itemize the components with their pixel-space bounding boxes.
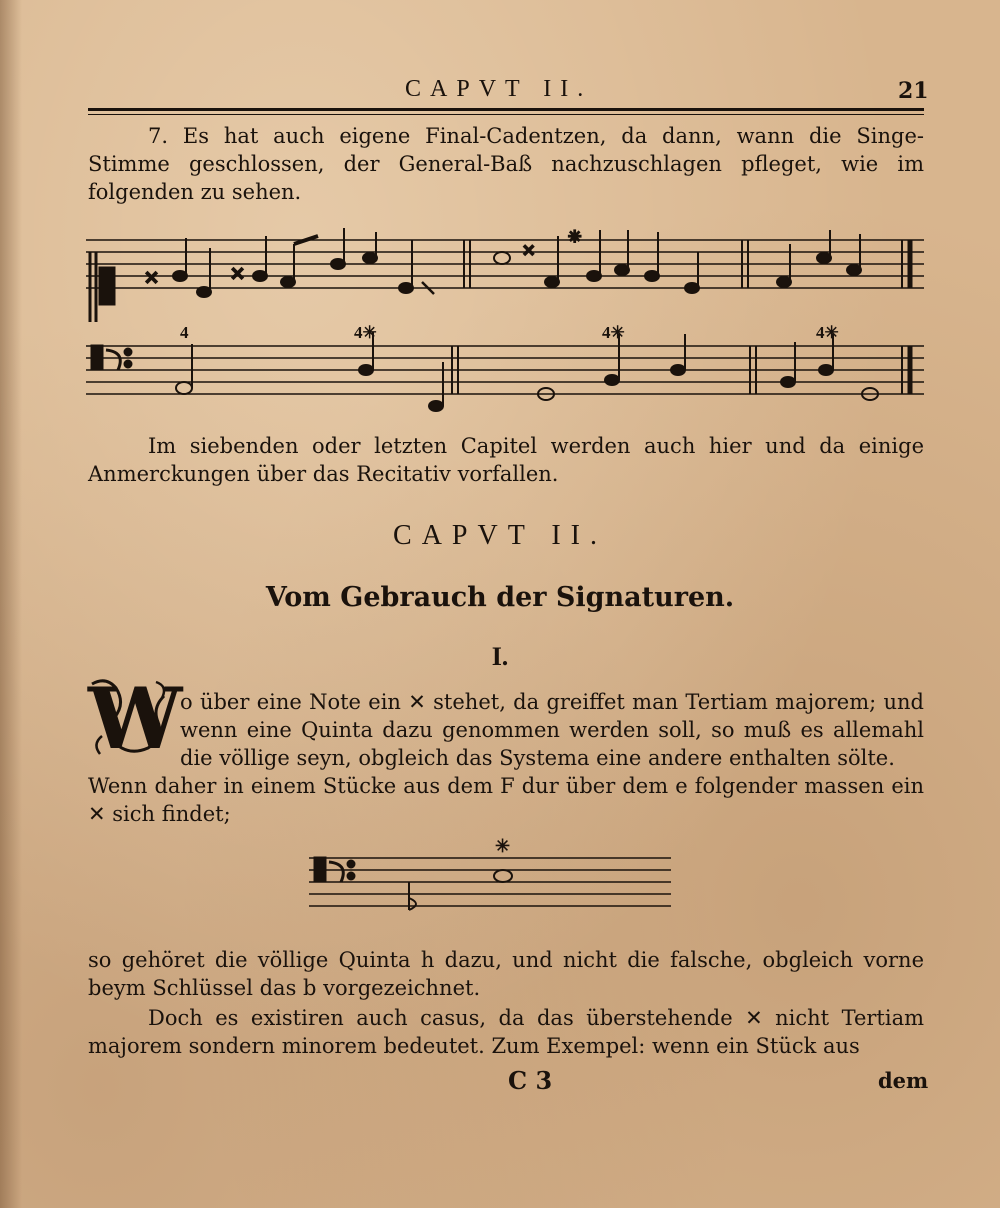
music-example-quinta	[305, 830, 675, 925]
figure-3: 4✳	[602, 323, 625, 342]
bass-figures	[180, 323, 839, 342]
whole-note	[494, 870, 512, 882]
paragraph-first-continued: Wenn daher in einem Stücke aus dem F dur über dem e folgender massen ein ✕ sich findet;	[88, 774, 924, 826]
drop-cap: W	[88, 669, 183, 768]
paragraph-first-beside-drop-cap: o über eine Note ein ✕ stehet, da greiffet man Tertiam majorem; und wenn eine Quinta dazu genommen werden soll, so muß es allemahl die völlige seyn, obgleich das Systema eine andere enthalten sölte.	[180, 690, 924, 770]
figure-4: 4✳	[816, 323, 839, 342]
figure-1: 4	[180, 323, 189, 342]
header-rule-thin	[88, 114, 924, 115]
figure-2: 4✳	[354, 323, 377, 342]
chapter-title: Vom Gebrauch der Signaturen.	[265, 582, 735, 613]
sharp-icon: ✕	[144, 268, 160, 289]
paragraph-quinta: so gehöret die völlige Quinta h dazu, und nicht die falsche, obgleich vorne beym Schlüssel das b vorgezeichnet.	[88, 948, 924, 1000]
sharp-icon: ✕	[522, 241, 536, 260]
section-number: I.	[491, 642, 509, 671]
music-example-cadences	[82, 222, 928, 417]
figure-sharp: ✳	[495, 836, 511, 857]
bass-staff-2	[309, 858, 671, 906]
header-rule-thick	[88, 108, 924, 111]
bass-staff	[86, 346, 924, 394]
chapter-heading: CAPVT II.	[393, 520, 607, 551]
bass-notes	[176, 332, 910, 411]
paragraph-final-cadences: 7. Es hat auch eigene Final-Cadentzen, da dann, wann die Singe-Stimme geschlossen, der General-Baß nachzuschlagen pfleget, wie im folgenden zu sehen.	[88, 124, 924, 204]
sharp-icon: ✳	[568, 227, 582, 246]
catchword: dem	[878, 1068, 929, 1093]
signature-mark: C 3	[508, 1066, 553, 1095]
paragraph-casus: Doch es existiren auch casus, da das überstehende ✕ nicht Tertiam majorem sondern minorem bedeutet. Zum Exempel: wenn ein Stück aus	[88, 1006, 924, 1058]
treble-clef-icon	[90, 252, 114, 322]
sharp-icon: ✕	[230, 264, 246, 285]
running-head: CAPVT II.	[405, 76, 593, 102]
treble-notes	[144, 227, 910, 297]
page-header	[0, 74, 1000, 108]
page-number: 21	[898, 78, 929, 104]
paragraph-recitativ: Im siebenden oder letzten Capitel werden auch hier und da einige Anmerckungen über das Recitativ vorfallen.	[88, 434, 924, 486]
